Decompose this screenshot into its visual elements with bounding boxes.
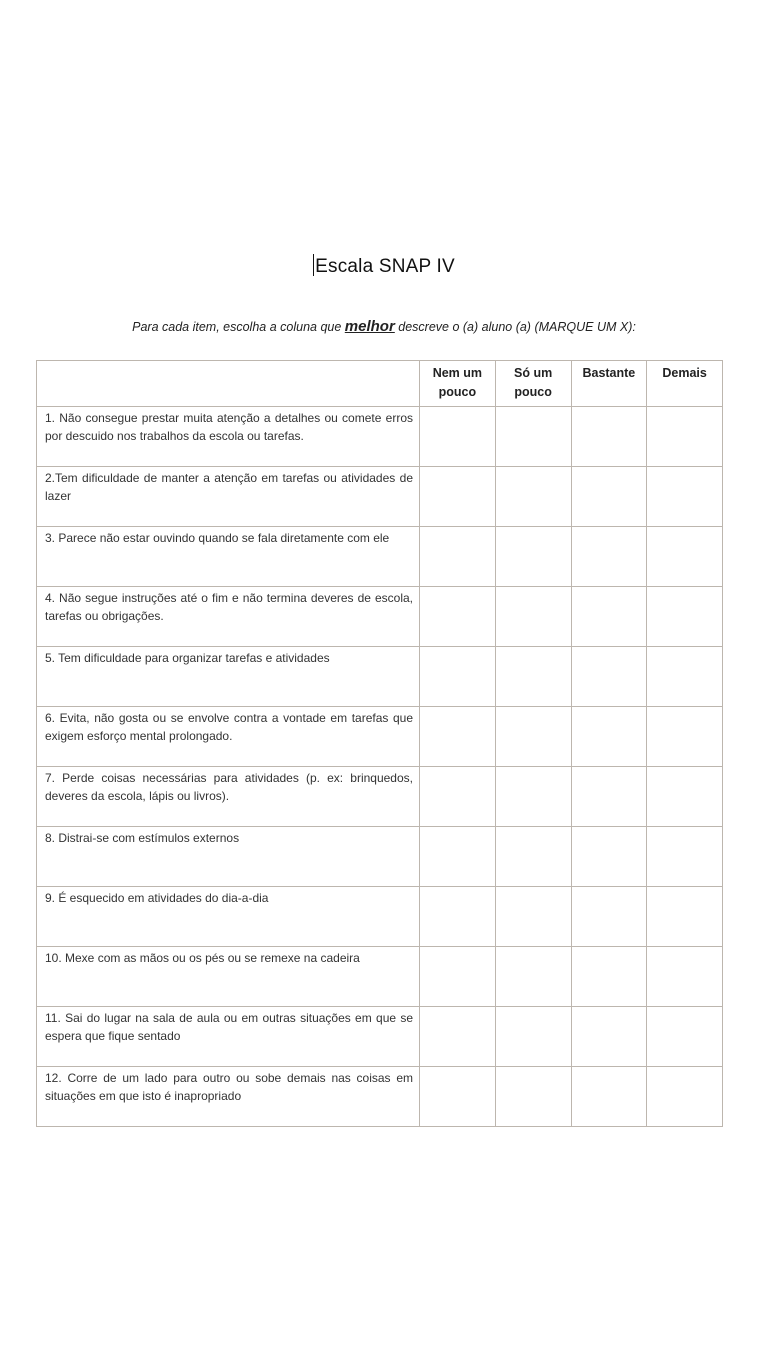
- table-row: [37, 767, 723, 827]
- table-row: [37, 1067, 723, 1127]
- instruction-after: descreve o (a) aluno (a) (MARQUE UM X):: [394, 320, 636, 334]
- item-text: 7. Perde coisas necessárias para atividades (p. ex: brinquedos, deveres da escola, lápis ou livros).: [37, 767, 420, 827]
- answer-cell[interactable]: [647, 467, 723, 527]
- answer-cell[interactable]: [647, 1067, 723, 1127]
- answer-cell[interactable]: [420, 707, 496, 767]
- answer-cell[interactable]: [420, 1067, 496, 1127]
- answer-cell[interactable]: [420, 587, 496, 647]
- table-row: [37, 467, 723, 527]
- column-header: Bastante: [571, 361, 647, 407]
- answer-cell[interactable]: [571, 887, 647, 947]
- answer-cell[interactable]: [571, 527, 647, 587]
- answer-cell[interactable]: [647, 707, 723, 767]
- item-text: 11. Sai do lugar na sala de aula ou em outras situações em que se espera que fique sentado: [37, 1007, 420, 1067]
- table-row: [37, 647, 723, 707]
- answer-cell[interactable]: [571, 1007, 647, 1067]
- answer-cell[interactable]: [495, 887, 571, 947]
- answer-cell[interactable]: [495, 1007, 571, 1067]
- table-row: [37, 527, 723, 587]
- column-header: Só um pouco: [495, 361, 571, 407]
- header-item-cell: [37, 361, 420, 407]
- answer-cell[interactable]: [571, 827, 647, 887]
- title-text: Escala SNAP IV: [315, 256, 455, 277]
- answer-cell[interactable]: [495, 707, 571, 767]
- answer-cell[interactable]: [495, 1067, 571, 1127]
- item-text: 5. Tem dificuldade para organizar tarefas e atividades: [37, 647, 420, 707]
- table-row: [37, 887, 723, 947]
- column-header: Demais: [647, 361, 723, 407]
- item-text: 4. Não segue instruções até o fim e não termina deveres de escola, tarefas ou obrigações.: [37, 587, 420, 647]
- answer-cell[interactable]: [647, 407, 723, 467]
- answer-cell[interactable]: [571, 1067, 647, 1127]
- item-text: 2.Tem dificuldade de manter a atenção em tarefas ou atividades de lazer: [37, 467, 420, 527]
- answer-cell[interactable]: [420, 947, 496, 1007]
- answer-cell[interactable]: [495, 827, 571, 887]
- instruction-emphasis: melhor: [344, 318, 395, 335]
- item-text: 8. Distrai-se com estímulos externos: [37, 827, 420, 887]
- table-header-row: [37, 361, 723, 407]
- instruction-before: Para cada item, escolha a coluna que: [132, 320, 345, 334]
- table-row: [37, 947, 723, 1007]
- item-text: 3. Parece não estar ouvindo quando se fala diretamente com ele: [37, 527, 420, 587]
- answer-cell[interactable]: [647, 827, 723, 887]
- answer-cell[interactable]: [571, 707, 647, 767]
- answer-cell[interactable]: [571, 647, 647, 707]
- instruction-text: [0, 318, 768, 335]
- answer-cell[interactable]: [420, 467, 496, 527]
- item-text: 6. Evita, não gosta ou se envolve contra a vontade em tarefas que exigem esforço mental prolongado.: [37, 707, 420, 767]
- answer-cell[interactable]: [647, 767, 723, 827]
- answer-cell[interactable]: [571, 767, 647, 827]
- answer-cell[interactable]: [420, 647, 496, 707]
- item-text: 1. Não consegue prestar muita atenção a detalhes ou comete erros por descuido nos trabalhos da escola ou tarefas.: [37, 407, 420, 467]
- item-text: 10. Mexe com as mãos ou os pés ou se remexe na cadeira: [37, 947, 420, 1007]
- answer-cell[interactable]: [495, 407, 571, 467]
- answer-cell[interactable]: [495, 587, 571, 647]
- answer-cell[interactable]: [420, 887, 496, 947]
- answer-cell[interactable]: [647, 1007, 723, 1067]
- answer-cell[interactable]: [420, 407, 496, 467]
- answer-cell[interactable]: [571, 407, 647, 467]
- table-body: [37, 407, 723, 1127]
- answer-cell[interactable]: [571, 947, 647, 1007]
- answer-cell[interactable]: [495, 467, 571, 527]
- table-row: [37, 707, 723, 767]
- answer-cell[interactable]: [420, 527, 496, 587]
- answer-cell[interactable]: [571, 467, 647, 527]
- answer-cell[interactable]: [571, 587, 647, 647]
- table-row: [37, 587, 723, 647]
- answer-cell[interactable]: [647, 947, 723, 1007]
- answer-cell[interactable]: [495, 647, 571, 707]
- answer-cell[interactable]: [495, 947, 571, 1007]
- text-cursor: [313, 254, 314, 276]
- answer-cell[interactable]: [495, 767, 571, 827]
- answer-cell[interactable]: [420, 1007, 496, 1067]
- answer-cell[interactable]: [647, 587, 723, 647]
- table-row: [37, 827, 723, 887]
- answer-cell[interactable]: [647, 647, 723, 707]
- column-header: Nem um pouco: [420, 361, 496, 407]
- answer-cell[interactable]: [420, 767, 496, 827]
- answer-cell[interactable]: [495, 527, 571, 587]
- item-text: 12. Corre de um lado para outro ou sobe demais nas coisas em situações em que isto é inapropriado: [37, 1067, 420, 1127]
- snap-iv-table: [36, 360, 723, 1127]
- page-title: [0, 254, 768, 278]
- answer-cell[interactable]: [647, 887, 723, 947]
- answer-cell[interactable]: [420, 827, 496, 887]
- answer-cell[interactable]: [647, 527, 723, 587]
- table-row: [37, 407, 723, 467]
- item-text: 9. É esquecido em atividades do dia-a-dia: [37, 887, 420, 947]
- table-row: [37, 1007, 723, 1067]
